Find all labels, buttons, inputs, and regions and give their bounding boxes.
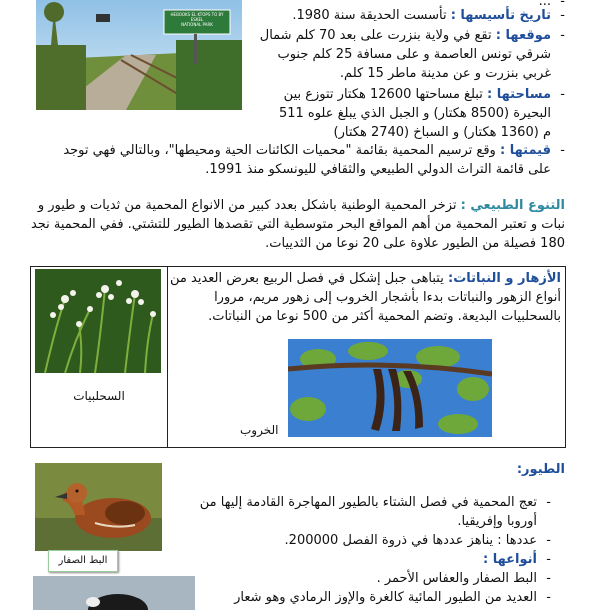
flora-line-2: أنواع الزهور والنباتات بدءا بأشجار الخروب إلى زهور مريم، مرورا [214, 290, 561, 305]
top-fragment: ... [538, 0, 551, 9]
birds-migrate-line-2: أوروبا وإفريقيا. [457, 514, 537, 529]
area-line-3: م (1360 هكتار) و السباخ (2740 هكتار) [333, 125, 551, 140]
bullet-dash-icon: - [560, 0, 565, 9]
park-entrance-photo [36, 0, 242, 110]
bullet-dash-icon: - [546, 571, 551, 586]
duck-photo [35, 463, 162, 551]
birds-section [185, 460, 565, 607]
value-label: قيمتها : [499, 143, 551, 158]
carob-caption: الخروب [240, 423, 279, 437]
bullet-dash-icon: - [546, 590, 551, 605]
flora-text-cell [168, 267, 566, 448]
flora-label: الأزهار و النباتات: [448, 271, 561, 286]
flora-line-1: يتباهى جبل إشكل في فصل الربيع بعرض العديد من [170, 271, 444, 286]
bullet-dash-icon: - [560, 28, 565, 43]
birds-migrate-line-1: تعج المحمية في فصل الشتاء بالطيور المهاجرة القادمة إليها من [199, 495, 537, 510]
flora-table [30, 266, 566, 448]
flora-line-3: بالسحلبيات البديعة. وتضم المحمية أكثر من 500 نوعا من النباتات. [208, 309, 561, 324]
duck-caption: البط الصفار [48, 550, 118, 572]
biodiversity-line-1: تزخر المحمية الوطنية باشكل بعدد كبير من الانواع المحمية من ثديات و طيور و [37, 198, 457, 213]
orchid-cell [31, 267, 168, 448]
area-label: مساحتها : [486, 87, 551, 102]
carob-photo [288, 339, 492, 437]
location-line-2: شرقي تونس العاصمة و على مسافة 25 كلم جنوب [277, 47, 551, 62]
area-line-2: البحيرة (8500 هكتار) و الجبل الذي يبلغ علوه 511 [278, 106, 551, 121]
location-line-3: غربي بنزرت و عن مدينة ماطر 15 كلم. [339, 66, 551, 81]
value-row [25, 141, 565, 179]
location-line-1: تقع في ولاية بنزرت على بعد 70 كلم شمال [259, 28, 492, 43]
founded-label: تاريخ تأسيسها : [450, 8, 551, 23]
birds-types-label: أنواعها : [482, 552, 537, 567]
orchid-photo [35, 269, 161, 373]
bullet-dash-icon: - [546, 495, 551, 510]
area-line-1: تبلغ مساحتها 12600 هكتار تتوزع بين [283, 87, 483, 102]
value-line-1: وقع ترسيم المحمية بقائمة "محميات الكائنات الحية ومحيطها"، وبالتالي فهي توجد [63, 143, 496, 158]
birds-types-line-1: البط الصفار والعفاس الأحمر . [376, 571, 537, 586]
bullet-dash-icon: - [546, 533, 551, 548]
founded-text: تأسست الحديقة سنة 1980. [292, 8, 447, 23]
bullet-dash-icon: - [560, 143, 565, 158]
location-row [245, 26, 565, 83]
birds-count-line: عددها : يناهز عددها في ذروة الفصل 200000. [284, 533, 537, 548]
park-sign-text: HEBOOKS EL KTOPS TO BY ESKEL NATIONAL PARK [170, 12, 224, 27]
bullet-dash-icon: - [560, 8, 565, 23]
location-label: موقعها : [495, 28, 551, 43]
area-row [245, 85, 565, 142]
biodiversity-line-2: نبات و تعتبر المحمية من أهم المواقع البحر متوسطية التي تقصدها الطيور للتشتي. ففي المحمية نجد [30, 217, 565, 232]
biodiversity-label: التنوع الطبيعي : [460, 198, 565, 213]
founded-row [261, 6, 565, 25]
bullet-dash-icon: - [560, 87, 565, 102]
orchid-caption: السحلبيات [73, 389, 125, 403]
bullet-dash-icon: - [546, 552, 551, 567]
coot-photo [33, 576, 195, 610]
biodiversity-line-3: 180 فصيلة من الطيور علاوة على 20 نوعا من الثدييات. [265, 236, 565, 251]
birds-label: الطيور: [516, 462, 565, 477]
biodiversity-section [25, 196, 565, 253]
birds-types-line-2: العديد من الطيور المائية كالغرة والإوز الرمادي وهو شعار [234, 590, 537, 605]
value-line-2: على قائمة التراث الدولي الطبيعي والثقافي لليونسكو منذ 1991. [205, 162, 551, 177]
